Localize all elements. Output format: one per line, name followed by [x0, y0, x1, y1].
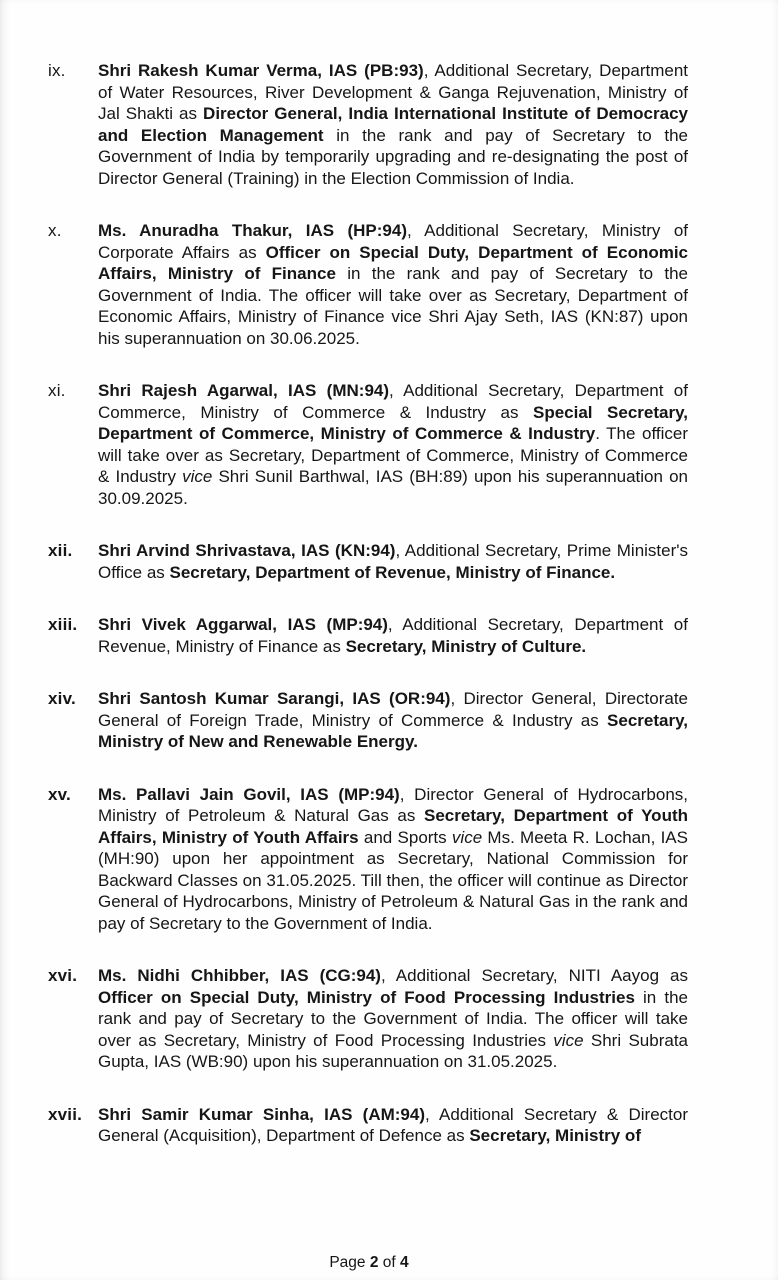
text-segment: Secretary, Ministry of New and Renewable Energy. [98, 710, 688, 751]
text-segment: in the rank and pay of Secretary to the Government of India. The officer will take over as Secretary, Ministry of Food Processing Industries [98, 987, 688, 1050]
text-segment: , Additional Secretary & Director General (Acquisition), Department of Defence as [98, 1104, 688, 1145]
text-segment: Officer on Special Duty, Department of Economic Affairs, Ministry of Finance [98, 242, 689, 283]
page-footer [0, 1254, 738, 1272]
text-segment: Shri Rakesh Kumar Verma, IAS (PB:93) [98, 61, 424, 80]
text-segment: , Additional Secretary, Department of Water Resources, River Development & Ganga Rejuvenation, Ministry of Jal Shakti as [98, 61, 688, 123]
text-segment: and Sports [358, 827, 452, 847]
item-text [98, 784, 688, 935]
item-text [98, 614, 688, 657]
text-segment: Shri Subrata Gupta, IAS (WB:90) upon his superannuation on 31.05.2025. [98, 1030, 688, 1071]
item-number: x. [48, 221, 62, 240]
text-segment: in the rank and pay of Secretary to the Government of India by temporarily upgrading and re-designating the post of Director General (Training) in the Election Commission of India. [98, 125, 689, 188]
text-segment: Ms. Anuradha Thakur, IAS (HP:94) [98, 221, 407, 240]
item-text [98, 60, 688, 189]
text-segment: vice [182, 467, 213, 486]
text-segment: Shri Rajesh Agarwal, IAS (MN:94) [98, 381, 390, 400]
item-text [98, 220, 688, 349]
item-number: ix. [48, 61, 66, 80]
text-segment: Director General, India International Institute of Democracy and Election Management [98, 104, 688, 145]
text-segment: Secretary, Department of Youth Affairs, Ministry of Youth Affairs [98, 806, 688, 847]
text-segment: Ms. Meeta R. Lochan, IAS (MH:90) upon her appointment as Secretary, National Commission for Backward Classes on 31.05.2025. Till then, the officer will continue as Director General of Hydrocarbons, Ministry of Petroleum & Natural Gas in the rank and pay of Secretary to the Government of India. [98, 827, 688, 933]
item-number: xii. [48, 541, 73, 560]
text-segment: Shri Samir Kumar Sinha, IAS (AM:94) [98, 1104, 426, 1124]
item-number: xiv. [48, 689, 76, 708]
list-item [48, 784, 688, 935]
list-item [48, 220, 688, 349]
text-segment: Shri Vivek Aggarwal, IAS (MP:94) [98, 615, 388, 634]
text-segment: Secretary, Ministry of [469, 1126, 641, 1145]
list-item [48, 380, 688, 509]
text-segment: , Director General, Directorate General of Foreign Trade, Ministry of Commerce & Industry as [98, 689, 688, 730]
text-segment: Ms. Nidhi Chhibber, IAS (CG:94) [98, 966, 381, 985]
text-segment: Page [329, 1254, 370, 1271]
text-segment: . The officer will take over as Secretary, Department of Commerce, Ministry of Commerce & Industry [98, 424, 688, 486]
text-segment: Shri Arvind Shrivastava, IAS (KN:94) [98, 541, 396, 560]
text-segment: Secretary, Department of Revenue, Ministry of Finance. [169, 562, 616, 582]
text-segment: of [378, 1254, 401, 1271]
text-segment: in the rank and pay of Secretary to the Government of India. The officer will take over as Secretary, Department of Economic Affairs, Ministry of Finance vice Shri Ajay Seth, IAS (KN:87) upon his superannuation on 30.06.2025. [98, 264, 689, 348]
text-segment: Officer on Special Duty, Ministry of Food Processing Industries [98, 987, 635, 1007]
list-item [48, 1104, 688, 1147]
text-segment: , Additional Secretary, Ministry of Corporate Affairs as [98, 221, 688, 262]
text-segment: , Director General of Hydrocarbons, Ministry of Petroleum & Natural Gas as [98, 784, 688, 825]
item-text [98, 688, 688, 753]
item-number: xiii. [48, 615, 78, 634]
item-text [98, 380, 688, 509]
text-segment: , Additional Secretary, Department of Commerce, Ministry of Commerce & Industry as [98, 381, 688, 422]
text-segment: vice [451, 827, 483, 847]
list-item [48, 614, 688, 657]
text-segment: , Additional Secretary, NITI Aayog as [380, 966, 688, 985]
item-text [98, 1104, 688, 1147]
text-segment: vice [553, 1030, 584, 1050]
text-segment: Shri Santosh Kumar Sarangi, IAS (OR:94) [98, 689, 451, 708]
list-item [48, 965, 688, 1073]
item-number: xi. [48, 381, 66, 400]
list-item [48, 688, 688, 753]
text-segment: Secretary, Ministry of Culture. [345, 636, 587, 656]
text-segment: , Additional Secretary, Prime Minister's Office as [98, 541, 689, 582]
text-segment: Ms. Pallavi Jain Govil, IAS (MP:94) [98, 784, 400, 804]
item-number: xvi. [48, 966, 78, 985]
list-item [48, 60, 688, 189]
text-segment: 2 [369, 1254, 379, 1271]
item-text [98, 965, 688, 1073]
list-item [48, 540, 688, 583]
item-text [98, 540, 688, 583]
text-segment: 4 [400, 1254, 409, 1271]
item-number: xvii. [48, 1104, 83, 1124]
item-number: xv. [48, 784, 71, 804]
text-segment: , Additional Secretary, Department of Revenue, Ministry of Finance as [98, 615, 688, 656]
text-segment: Shri Sunil Barthwal, IAS (BH:89) upon his superannuation on 30.09.2025. [98, 467, 688, 508]
text-segment: Special Secretary, Department of Commerce, Ministry of Commerce & Industry [98, 402, 688, 443]
